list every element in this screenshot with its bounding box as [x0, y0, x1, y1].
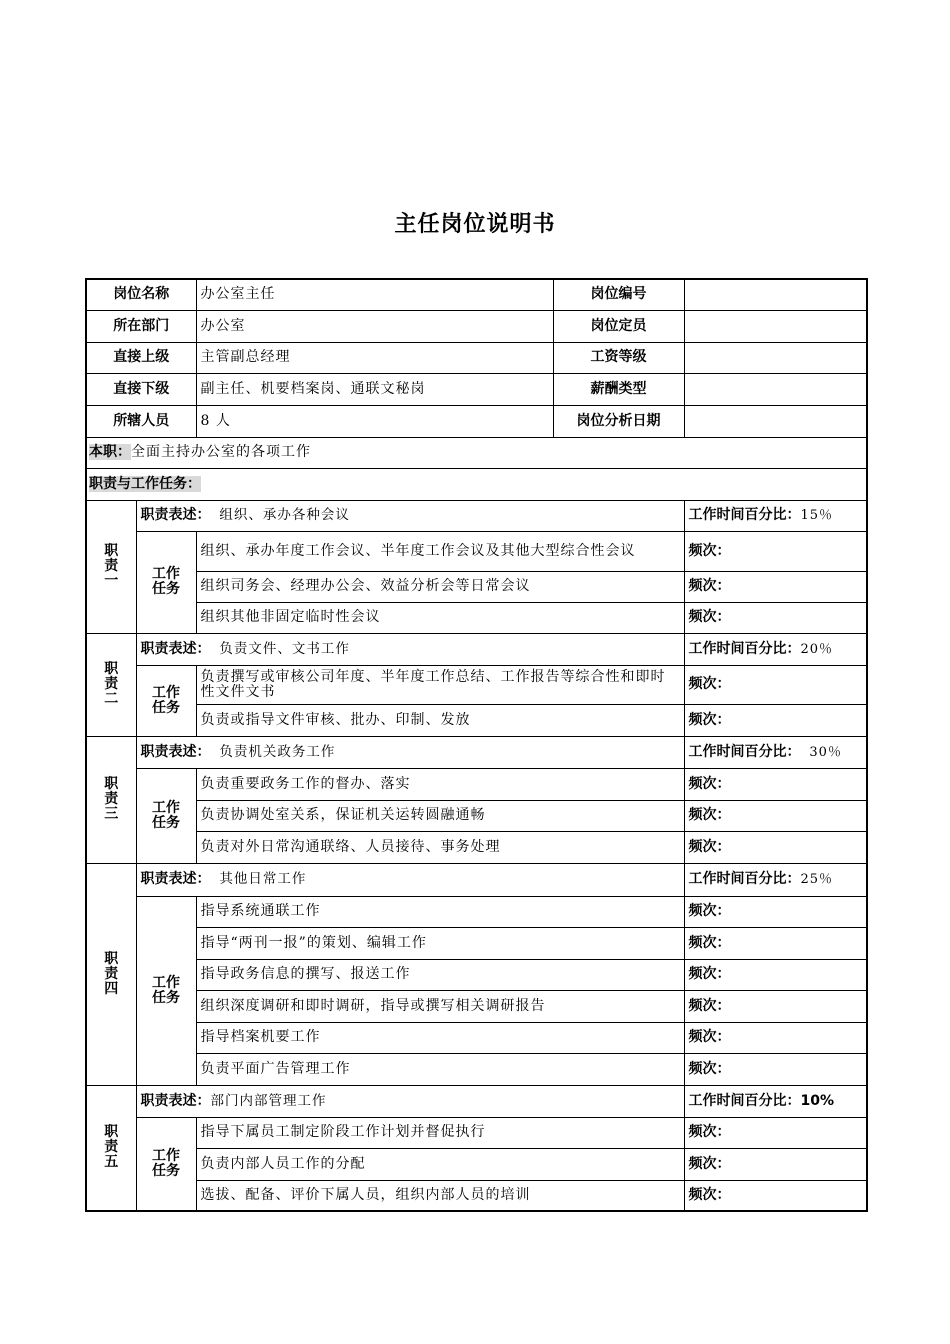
task-text: 组织司务会、经理办公会、效益分析会等日常会议 — [196, 571, 684, 602]
task-text: 指导政务信息的撰写、报送工作 — [196, 959, 684, 990]
freq-label: 频次： — [684, 959, 867, 990]
task-row — [86, 531, 867, 571]
task-row — [86, 1180, 867, 1211]
task-text: 组织深度调研和即时调研，指导或撰写相关调研报告 — [196, 990, 684, 1022]
task-text: 指导系统通联工作 — [196, 896, 684, 927]
task-row — [86, 831, 867, 863]
info-value — [684, 310, 867, 342]
task-text: 负责内部人员工作的分配 — [196, 1148, 684, 1180]
info-value: 8 人 — [196, 405, 553, 437]
info-value — [684, 405, 867, 437]
task-row — [86, 768, 867, 800]
info-label: 所辖人员 — [86, 405, 196, 437]
time-pct-label: 工作时间百分比： — [688, 743, 801, 760]
task-text: 负责或指导文件审核、批办、印制、发放 — [196, 704, 684, 736]
task-text: 负责重要政务工作的督办、落实 — [196, 768, 684, 800]
info-row — [86, 310, 867, 342]
info-value — [684, 342, 867, 373]
info-value: 办公室 — [196, 310, 553, 342]
page-title: 主任岗位说明书 — [394, 212, 556, 237]
info-label: 直接下级 — [86, 373, 196, 405]
info-value — [684, 373, 867, 405]
duty-desc-cell — [136, 863, 684, 896]
info-label: 岗位定员 — [553, 310, 684, 342]
info-label: 薪酬类型 — [553, 373, 684, 405]
info-label: 岗位分析日期 — [553, 405, 684, 437]
time-pct-label: 工作时间百分比： — [688, 1092, 801, 1109]
info-row — [86, 279, 867, 310]
duty-desc-label: 职责表述： — [140, 743, 211, 760]
task-text: 指导档案机要工作 — [196, 1022, 684, 1053]
duty-desc-label: 职责表述： — [140, 1092, 211, 1109]
time-pct: 20％ — [800, 641, 834, 657]
task-text: 组织、承办年度工作会议、半年度工作会议及其他大型综合性会议 — [196, 531, 684, 571]
time-pct: 15％ — [800, 508, 834, 523]
main-duty-row — [86, 437, 867, 468]
duty-name: 职 责 一 — [86, 500, 136, 633]
info-row — [86, 373, 867, 405]
freq-label: 频次： — [684, 1148, 867, 1180]
duty-row — [86, 633, 867, 665]
duty-row — [86, 736, 867, 768]
task-text: 指导下属员工制定阶段工作计划并督促执行 — [196, 1117, 684, 1148]
info-value: 主管副总经理 — [196, 342, 553, 373]
work-task-label: 工作 任务 — [136, 896, 196, 1085]
freq-label: 频次： — [684, 800, 867, 831]
freq-label: 频次： — [684, 531, 867, 571]
freq-label: 频次： — [684, 896, 867, 927]
duty-name: 职 责 三 — [86, 736, 136, 863]
time-pct-cell — [684, 1085, 867, 1117]
freq-label: 频次： — [684, 1180, 867, 1211]
task-row — [86, 959, 867, 990]
duty-desc-cell — [136, 633, 684, 665]
task-row — [86, 602, 867, 633]
task-row — [86, 927, 867, 959]
task-row — [86, 704, 867, 736]
time-pct: 25％ — [800, 872, 834, 887]
time-pct-cell — [684, 736, 867, 768]
duty-row — [86, 1085, 867, 1117]
freq-label: 频次： — [684, 602, 867, 633]
duty-name: 职 责 四 — [86, 863, 136, 1085]
task-text: 指导“两刊一报”的策划、编辑工作 — [196, 927, 684, 959]
freq-label: 频次： — [684, 1022, 867, 1053]
freq-label: 频次： — [684, 665, 867, 704]
duty-desc-label: 职责表述： — [140, 507, 211, 523]
info-value: 副主任、机要档案岗、通联文秘岗 — [196, 373, 553, 405]
duty-desc-cell — [136, 1085, 684, 1117]
freq-label: 频次： — [684, 704, 867, 736]
task-row — [86, 1117, 867, 1148]
duties-header: 职责与工作任务： — [89, 475, 201, 492]
time-pct-label: 工作时间百分比： — [688, 871, 801, 887]
task-text: 选拔、配备、评价下属人员，组织内部人员的培训 — [196, 1180, 684, 1211]
info-label: 所在部门 — [86, 310, 196, 342]
time-pct-cell — [684, 863, 867, 896]
task-row — [86, 571, 867, 602]
info-label: 直接上级 — [86, 342, 196, 373]
info-label: 工资等级 — [553, 342, 684, 373]
duty-desc-label: 职责表述： — [140, 640, 211, 657]
task-text: 负责平面广告管理工作 — [196, 1053, 684, 1085]
work-task-label: 工作 任务 — [136, 1117, 196, 1211]
freq-label: 频次： — [684, 1117, 867, 1148]
info-label: 岗位编号 — [553, 279, 684, 310]
duty-desc: 部门内部管理工作 — [210, 1092, 327, 1109]
time-pct-label: 工作时间百分比： — [688, 640, 801, 657]
duty-desc-cell — [136, 500, 684, 531]
task-row — [86, 990, 867, 1022]
work-task-label: 工作 任务 — [136, 665, 196, 736]
freq-label: 频次： — [684, 1053, 867, 1085]
duty-name: 职 责 五 — [86, 1085, 136, 1211]
info-value — [684, 279, 867, 310]
duty-desc: 组织、承办各种会议 — [219, 507, 350, 523]
task-row — [86, 665, 867, 704]
task-text: 组织其他非固定临时性会议 — [196, 602, 684, 633]
info-value: 办公室主任 — [196, 279, 553, 310]
task-row — [86, 1148, 867, 1180]
duty-desc-label: 职责表述： — [140, 871, 211, 887]
freq-label: 频次： — [684, 990, 867, 1022]
main-duty-text: 全面主持办公室的各项工作 — [131, 444, 311, 460]
work-task-label: 工作 任务 — [136, 768, 196, 863]
time-pct-cell — [684, 500, 867, 531]
task-text: 负责协调处室关系，保证机关运转圆融通畅 — [196, 800, 684, 831]
time-pct-label: 工作时间百分比： — [688, 507, 801, 523]
time-pct: 10% — [800, 1092, 835, 1109]
task-row — [86, 1022, 867, 1053]
duty-desc: 负责机关政务工作 — [219, 743, 336, 760]
freq-label: 频次： — [684, 927, 867, 959]
task-text: 负责撰写或审核公司年度、半年度工作总结、工作报告等综合性和即时性文件文书 — [196, 665, 684, 704]
freq-label: 频次： — [684, 768, 867, 800]
info-label: 岗位名称 — [86, 279, 196, 310]
task-row — [86, 800, 867, 831]
task-row — [86, 1053, 867, 1085]
work-task-label: 工作 任务 — [136, 531, 196, 633]
info-row — [86, 405, 867, 437]
duty-desc-cell — [136, 736, 684, 768]
task-row — [86, 896, 867, 927]
duty-desc: 其他日常工作 — [219, 871, 307, 887]
duty-desc: 负责文件、文书工作 — [219, 640, 350, 657]
task-text: 负责对外日常沟通联络、人员接待、事务处理 — [196, 831, 684, 863]
duties-header-row — [86, 468, 867, 500]
duty-name: 职 责 二 — [86, 633, 136, 736]
info-row — [86, 342, 867, 373]
freq-label: 频次： — [684, 571, 867, 602]
time-pct-cell — [684, 633, 867, 665]
duty-row — [86, 500, 867, 531]
time-pct: 30％ — [809, 744, 842, 760]
duty-row — [86, 863, 867, 896]
job-description-table — [85, 278, 868, 1212]
main-duty-label: 本职： — [89, 444, 131, 460]
freq-label: 频次： — [684, 831, 867, 863]
